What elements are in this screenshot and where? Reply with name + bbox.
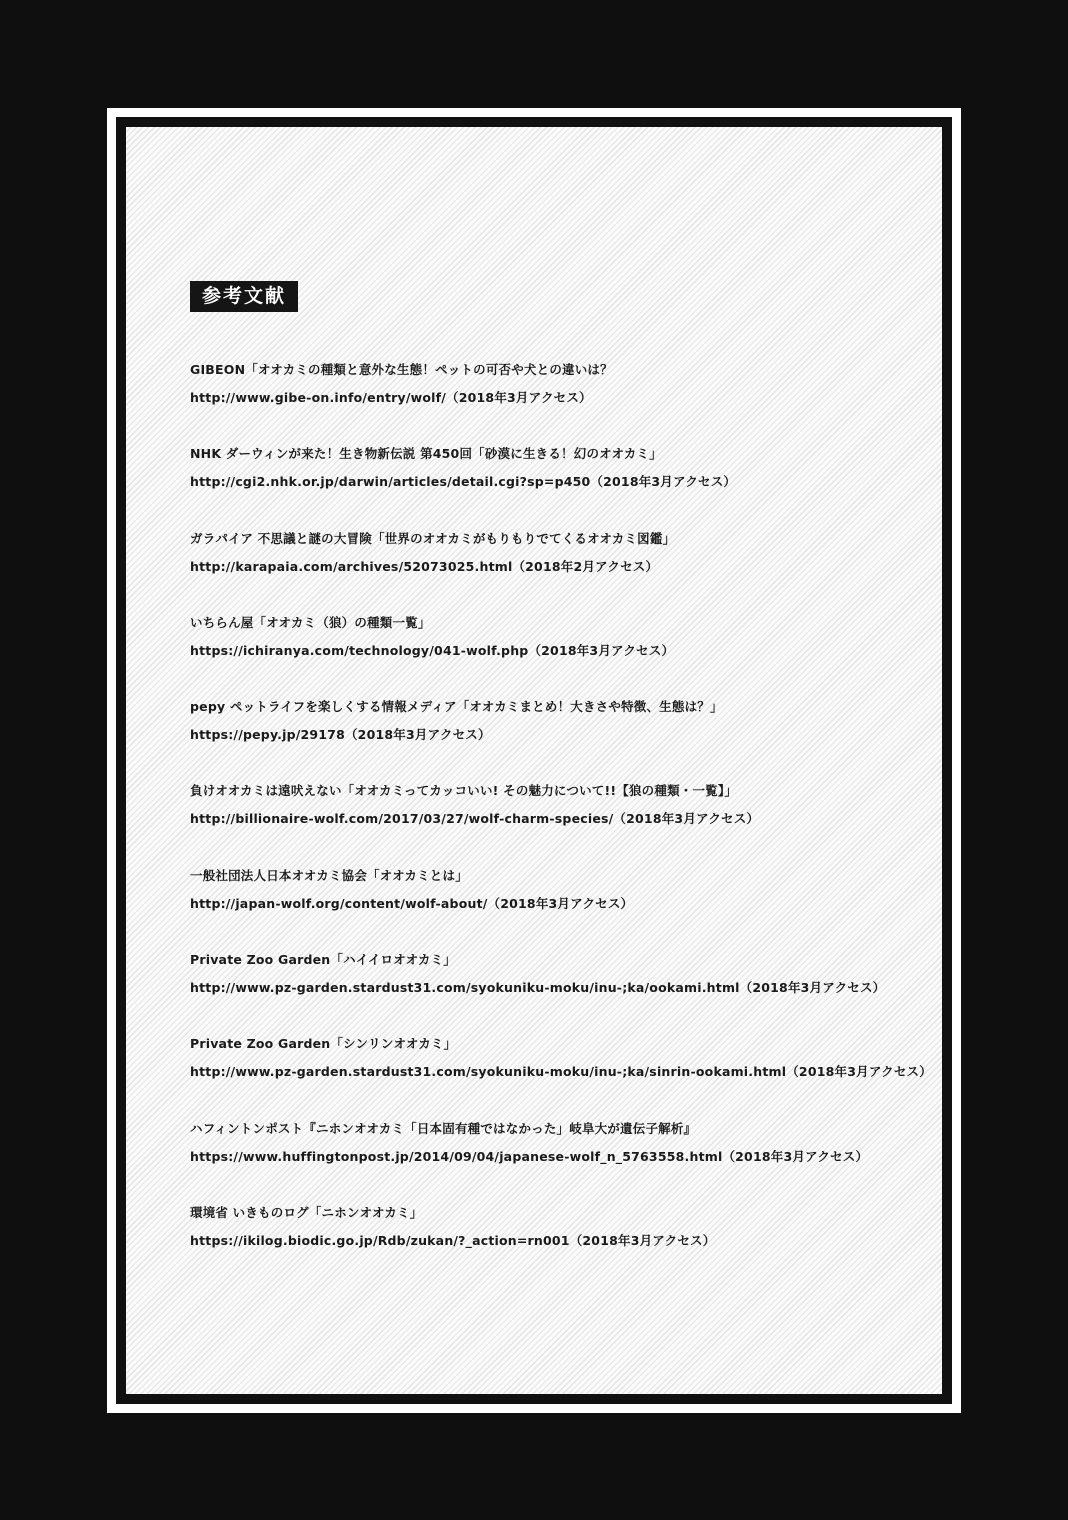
reference-item	[190, 699, 902, 783]
reference-list	[190, 362, 932, 1289]
reference-url: http://japan-wolf.org/content/wolf-about/（2018年3月アクセス）	[190, 895, 634, 911]
reference-title: pepy ペットライフを楽しくする情報メディア「オオカミまとめ！大きさや特徴、生態は？」	[190, 699, 723, 715]
reference-title: NHK ダーウィンが来た！生き物新伝説 第450回「砂漠に生きる！幻のオオカミ」	[190, 446, 662, 462]
reference-item	[190, 531, 902, 615]
reference-url: http://www.gibe-on.info/entry/wolf/（2018年3月アクセス）	[190, 390, 592, 405]
page-frame	[107, 108, 961, 1413]
reference-item	[190, 1205, 902, 1289]
reference-title: 環境省 いきものログ「ニホンオオカミ」	[190, 1204, 423, 1220]
reference-item	[190, 615, 902, 699]
reference-title: GIBEON「オオカミの種類と意外な生態！ペットの可否や犬との違いは？	[190, 362, 613, 377]
reference-title: いちらん屋「オオカミ（狼）の種類一覧」	[190, 614, 431, 630]
reference-url: http://www.pz-garden.stardust31.com/syokuniku-moku/inu-;ka/ookami.html（2018年3月アクセス）	[190, 980, 886, 996]
reference-url: https://ikilog.biodic.go.jp/Rdb/zukan/?_action=rn001（2018年3月アクセス）	[190, 1232, 716, 1248]
reference-url: http://billionaire-wolf.com/2017/03/27/wolf-charm-species/（2018年3月アクセス）	[190, 811, 760, 827]
reference-url: http://www.pz-garden.stardust31.com/syokuniku-moku/inu-;ka/sinrin-ookami.html（2018年3月アクセス）	[190, 1064, 932, 1080]
reference-item	[190, 446, 902, 530]
reference-item	[190, 1121, 902, 1205]
reference-item	[190, 783, 902, 867]
reference-item	[190, 1036, 932, 1120]
reference-url: https://ichiranya.com/technology/041-wolf.php（2018年3月アクセス）	[190, 642, 675, 658]
page-content	[190, 281, 932, 1289]
section-heading: 参考文献	[190, 281, 298, 312]
reference-title: 一般社団法人日本オオカミ協会「オオカミとは」	[190, 867, 468, 883]
reference-item	[190, 362, 902, 446]
reference-item	[190, 868, 902, 952]
reference-url: http://karapaia.com/archives/52073025.html（2018年2月アクセス）	[190, 558, 659, 574]
reference-title: Private Zoo Garden「ハイイロオオカミ」	[190, 952, 456, 968]
reference-url: https://pepy.jp/29178（2018年3月アクセス）	[190, 727, 491, 743]
reference-url: https://www.huffingtonpost.jp/2014/09/04/japanese-wolf_n_5763558.html（2018年3月アクセス）	[190, 1148, 869, 1164]
reference-title: Private Zoo Garden「シンリンオオカミ」	[190, 1036, 457, 1052]
reference-title: ガラパイア 不思議と謎の大冒険「世界のオオカミがもりもりでてくるオオカミ図鑑」	[190, 530, 676, 546]
inner-border	[116, 117, 952, 1404]
reference-url: http://cgi2.nhk.or.jp/darwin/articles/detail.cgi?sp=p450（2018年3月アクセス）	[190, 474, 737, 490]
reference-title: ハフィントンポスト『ニホンオオカミ「日本固有種ではなかった」岐阜大が遺伝子解析』	[190, 1120, 697, 1136]
reference-item	[190, 952, 902, 1036]
reference-title: 負けオオカミは遠吠えない「オオカミってカッコいい! その魅力について!!【狼の種類・一覧】」	[190, 783, 738, 799]
